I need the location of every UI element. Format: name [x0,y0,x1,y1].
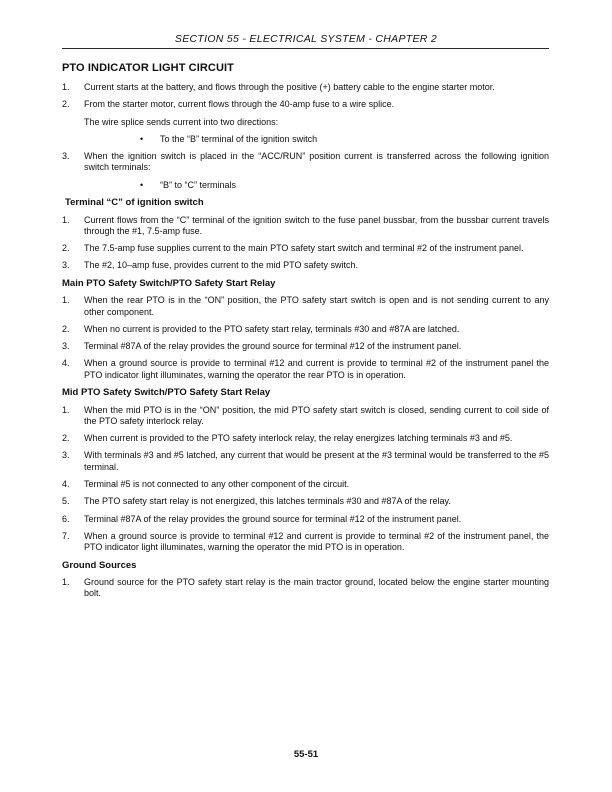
numbered-item [62,531,549,554]
numbered-item [62,577,549,600]
numbered-item [62,324,549,335]
numbered-item [62,82,549,93]
bullet-text: To the “B” terminal of the ignition switch [160,133,318,144]
numbered-item [62,479,549,490]
section-heading: Ground Sources [62,559,137,571]
bullet-text: “B” to “C” terminals [160,179,237,190]
item-number: 1. [62,404,70,415]
item-number: 2. [62,99,70,110]
item-number: 1. [62,82,70,92]
item-number: 3. [62,260,70,271]
section [62,197,549,272]
item-number: 4. [62,479,70,490]
item-number: 3. [62,341,70,352]
bullet-icon: • [140,133,144,144]
section [62,82,549,191]
item-number: 5. [62,496,70,507]
item-number: 7. [62,530,70,541]
item-text: When the rear PTO is in the “ON” position, the PTO safety start switch is open and is not sending current to any other component. [84,295,549,317]
numbered-item [62,151,549,174]
header-title: SECTION 55 - ELECTRICAL SYSTEM - CHAPTER 2 [174,33,438,45]
item-text: Current flows from the “C” terminal of the ignition switch to the fuse panel bussbar, from the bussbar current travels through the #1, 7.5-amp fuse. [84,214,549,236]
item-text: When a ground source is provide to terminal #12 and current is provide to terminal #2 of the instrument panel the PTO indicator light illuminates, warning the operator the rear PTO is in operation. [84,358,549,380]
numbered-item [62,405,549,428]
section-heading: Mid PTO Safety Switch/PTO Safety Start Relay [62,387,271,399]
section [62,278,549,381]
bullet-item [140,134,549,145]
page-number: 55-51 [293,749,319,760]
section-heading: Terminal “C” of ignition switch [65,197,204,209]
page-header [0,0,612,49]
numbered-item [62,496,549,507]
item-text: Terminal #87A of the relay provides the ground source for terminal #12 of the instrument panel. [84,513,462,524]
item-text: Terminal #5 is not connected to any other component of the circuit. [84,479,350,490]
item-text: When current is provided to the PTO safety interlock relay, the relay energizes latching terminals #3 and #5. [84,433,513,444]
item-text: When the ignition switch is placed in the “ACC/RUN” position current is transferred across the following ignition switch terminals: [84,151,549,173]
continuation-text: The wire splice sends current into two directions: [84,116,279,127]
numbered-item [62,243,549,254]
numbered-item [62,215,549,238]
numbered-item [62,433,549,444]
section-heading: Main PTO Safety Switch/PTO Safety Start Relay [62,277,276,289]
item-text: When the mid PTO is in the “ON” position, the mid PTO safety start switch is closed, sending current to coil side of the PTO safety interlock relay. [84,404,549,426]
numbered-item [62,341,549,352]
item-number: 1. [62,214,70,225]
item-text: When no current is provided to the PTO safety start relay, terminals #30 and #87A are latched. [84,323,460,334]
numbered-item [62,295,549,318]
numbered-item [62,514,549,525]
bullet-item [140,180,549,191]
numbered-item [62,358,549,381]
item-number: 6. [62,513,70,524]
item-number: 1. [62,295,70,306]
item-number: 2. [62,323,70,334]
item-text: The PTO safety start relay is not energized, this latches terminals #30 and #87A of the relay. [84,496,451,507]
item-text: Current starts at the battery, and flows through the positive (+) battery cable to the engine starter motor. [84,82,495,92]
item-text: Terminal #87A of the relay provides the ground source for terminal #12 of the instrument panel. [84,341,462,352]
header-rule [62,48,549,49]
sections-container [62,82,549,600]
item-number: 1. [62,577,70,588]
item-text: From the starter motor, current flows through the 40-amp fuse to a wire splice. [84,99,395,110]
item-text: Ground source for the PTO safety start relay is the main tractor ground, located below the engine starter mounting bolt. [84,577,549,599]
numbered-item [62,260,549,271]
item-number: 3. [62,450,70,461]
section [62,560,549,600]
page-footer [0,749,612,760]
item-number: 4. [62,358,70,369]
item-text: The #2, 10–amp fuse, provides current to the mid PTO safety switch. [84,260,358,271]
item-text: When a ground source is provide to terminal #12 and current is provide to terminal #2 of the instrument panel, the PTO indicator light illuminates, warning the operator the mid PTO is in operation. [84,530,549,553]
numbered-item [62,99,549,110]
numbered-item [62,450,549,473]
item-number: 3. [62,151,70,162]
document-title: PTO INDICATOR LIGHT CIRCUIT [62,62,234,74]
item-text: The 7.5-amp fuse supplies current to the main PTO safety start switch and terminal #2 of the instrument panel. [84,243,524,254]
item-number: 2. [62,433,70,444]
document-body [62,62,549,600]
item-text: With terminals #3 and #5 latched, any current that would be present at the #3 terminal would be transferred to the #5 terminal. [84,450,549,472]
bullet-icon: • [140,179,144,190]
item-number: 2. [62,243,70,254]
section [62,387,549,553]
